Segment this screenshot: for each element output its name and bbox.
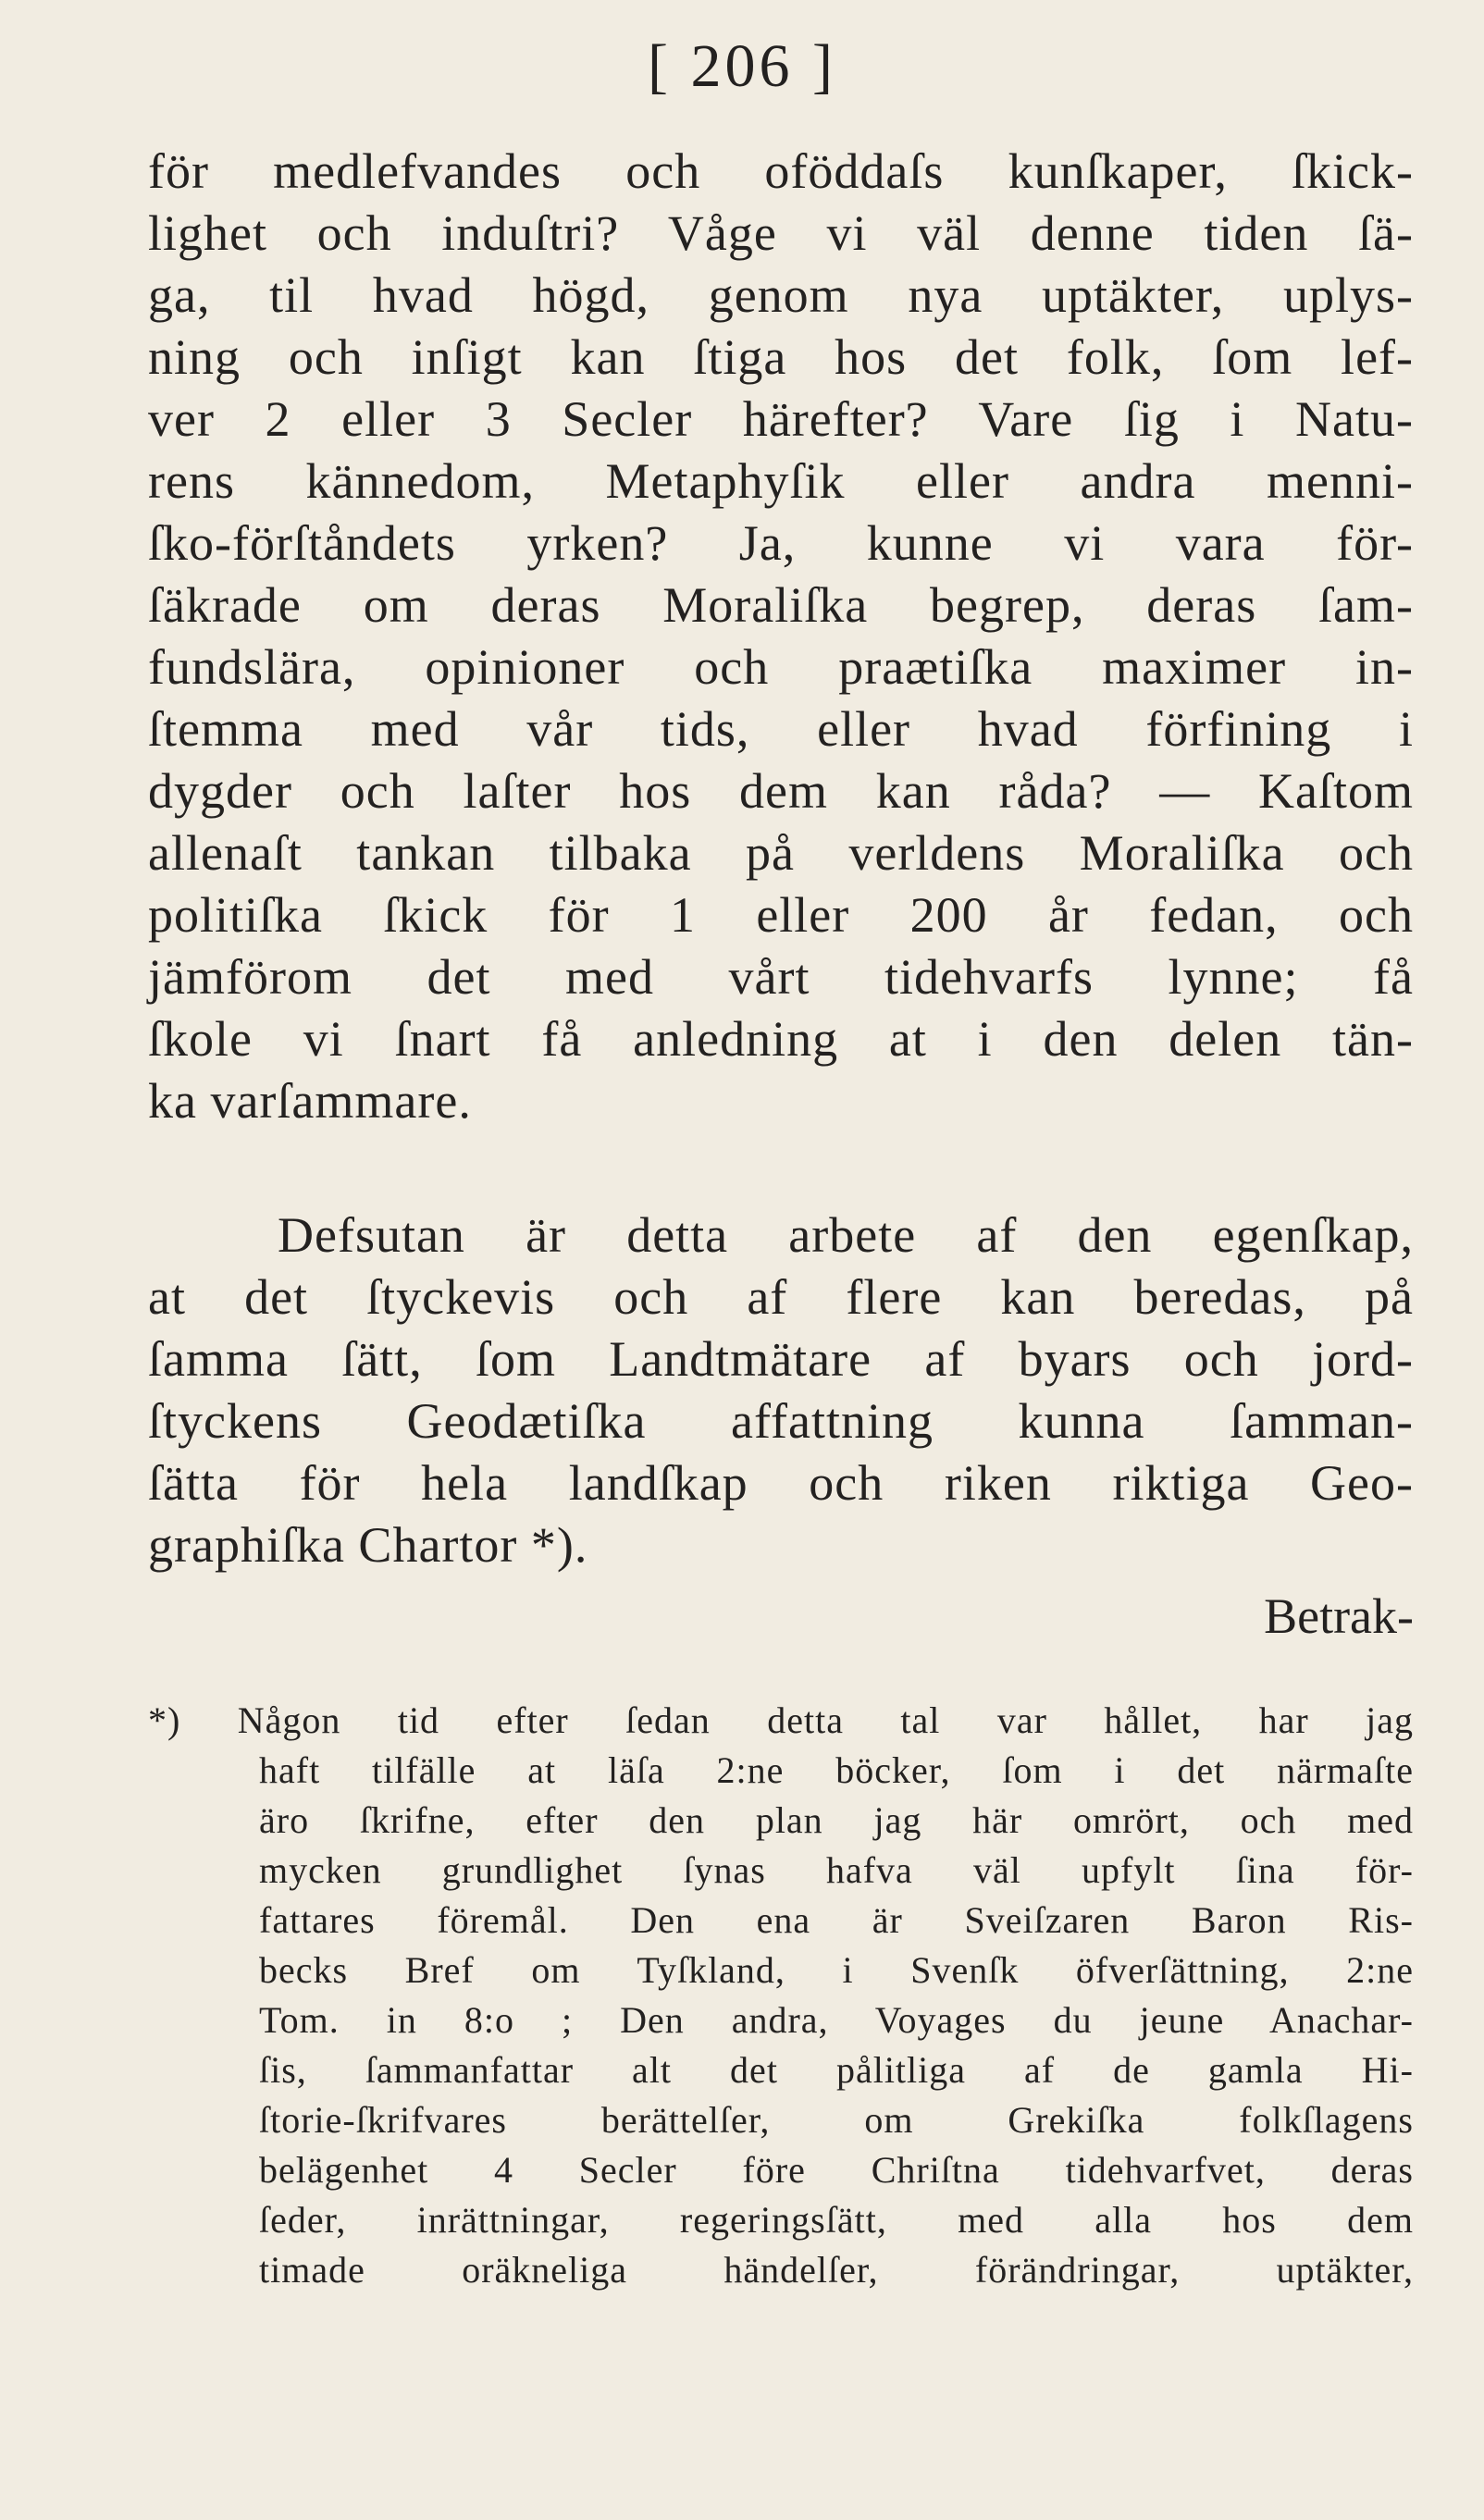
text-line: ſtyckens Geodætiſka affattning kunna ſamman- xyxy=(148,1393,1414,1449)
footnote-line: äro ſkrifne, efter den plan jag här omrört, och med xyxy=(259,1799,1414,1841)
footnote-line: Tom. in 8:o ; Den andra, Voyages du jeune Anachar- xyxy=(259,1999,1414,2041)
text-line: allenaſt tankan tilbaka på verldens Moraliſka och xyxy=(148,825,1414,881)
text-line: för medlefvandes och oföddaſs kunſkaper, ſkick- xyxy=(148,143,1414,199)
text-line: lighet och induſtri? Våge vi väl denne tiden ſä- xyxy=(148,205,1414,261)
text-line: Defsutan är detta arbete af den egenſkap, xyxy=(278,1207,1414,1263)
text-line: ſkole vi ſnart få anledning at i den delen tän- xyxy=(148,1011,1414,1067)
paragraph-1 xyxy=(148,141,1414,1132)
text-line: rens kännedom, Metaphyſik eller andra menni- xyxy=(148,453,1414,509)
footnote-line: *) Någon tid efter ſedan detta tal var hållet, har jag xyxy=(148,1699,1414,1741)
text-line: fundslära, opinioner och praætiſka maximer in- xyxy=(148,639,1414,695)
text-line: ver 2 eller 3 Secler härefter? Vare ſig i Natu- xyxy=(148,391,1414,447)
catchword: Betrak- xyxy=(1264,1588,1414,1644)
footnote xyxy=(148,1696,1414,2295)
footnote-line: becks Bref om Tyſkland, i Svenſk öfverſättning, 2:ne xyxy=(259,1949,1414,1991)
text-line: at det ſtyckevis och af flere kan beredas, på xyxy=(148,1269,1414,1325)
page-number: [ 206 ] xyxy=(648,32,836,100)
text-line: ning och inſigt kan ſtiga hos det folk, ſom lef- xyxy=(148,329,1414,385)
text-line: ſäkrade om deras Moraliſka begrep, deras ſam- xyxy=(148,577,1414,633)
footnote-line: timade oräkneliga händelſer, förändringar, uptäkter, xyxy=(259,2249,1414,2291)
text-line: graphiſka Chartor *). xyxy=(148,1517,588,1573)
text-line: jämförom det med vårt tidehvarfs lynne; få xyxy=(148,949,1414,1005)
text-line: ka varſammare. xyxy=(148,1073,472,1129)
text-line: dygder och laſter hos dem kan råda? — Kaſtom xyxy=(148,763,1414,819)
footnote-line: haft tilfälle at läſa 2:ne böcker, ſom i det närmaſte xyxy=(259,1749,1414,1791)
text-line: ſamma ſätt, ſom Landtmätare af byars och jord- xyxy=(148,1331,1414,1387)
footnote-line: fattares föremål. Den ena är Sveiſzaren Baron Ris- xyxy=(259,1899,1414,1941)
footnote-line: mycken grundlighet ſynas hafva väl upfylt ſina för- xyxy=(259,1849,1414,1891)
text-line: ſtemma med vår tids, eller hvad förfining i xyxy=(148,701,1414,757)
footnote-line: ſtorie-ſkrifvares berättelſer, om Grekiſka folkſlagens xyxy=(259,2099,1414,2141)
text-line: politiſka ſkick för 1 eller 200 år fedan, och xyxy=(148,887,1414,943)
text-line: ſko-förſtåndets yrken? Ja, kunne vi vara för- xyxy=(148,515,1414,571)
text-line: ga, til hvad högd, genom nya uptäkter, uplys- xyxy=(148,267,1414,323)
text-line: ſätta för hela landſkap och riken riktiga Geo- xyxy=(148,1455,1414,1511)
footnote-line: ſis, ſammanfattar alt det pålitliga af de gamla Hi- xyxy=(259,2049,1414,2091)
footnote-line: ſeder, inrättningar, regeringsſätt, med alla hos dem xyxy=(259,2199,1414,2241)
paragraph-2 xyxy=(148,1204,1414,1576)
footnote-line: belägenhet 4 Secler före Chriſtna tidehvarfvet, deras xyxy=(259,2149,1414,2191)
